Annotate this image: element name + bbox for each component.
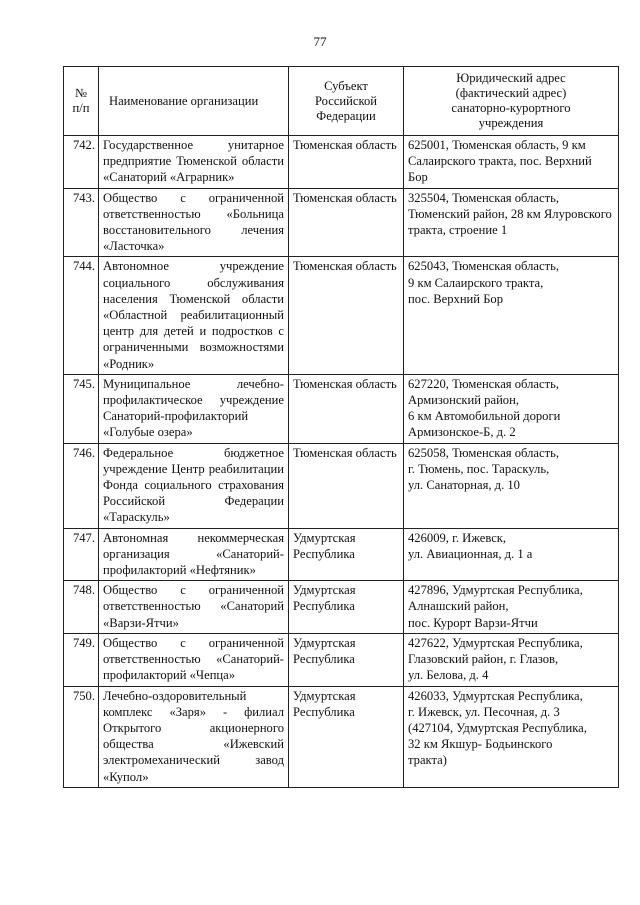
- table-row: [64, 581, 619, 634]
- legal-address: 427622, Удмуртская Республика, Глазовский район, г. Глазов, ул. Белова, д. 4: [404, 633, 619, 686]
- legal-address: 625058, Тюменская область, г. Тюмень, пос. Тараскуль, ул. Санаторная, д. 10: [404, 443, 619, 528]
- federal-subject: Тюменская область: [289, 257, 404, 374]
- header-federal-subject: Субъект Российской Федерации: [289, 67, 404, 136]
- legal-address: 325504, Тюменская область, Тюменский район, 28 км Ялуровского тракта, строение 1: [404, 188, 619, 257]
- header-legal-address: Юридический адрес (фактический адрес) санаторно-курортного учреждения: [404, 67, 619, 136]
- federal-subject: Тюменская область: [289, 188, 404, 257]
- organization-name: Общество с ограниченной ответственностью «Больница восстановительного лечения «Ласточка»: [99, 188, 289, 257]
- organization-name: Автономная некоммерческая организация «Санаторий-профилакторий «Нефтяник»: [99, 528, 289, 581]
- organization-name: Федеральное бюджетное учреждение Центр реабилитации Фонда социального страхования Российской Федерации «Тараскуль»: [99, 443, 289, 528]
- row-number: 747.: [64, 528, 99, 581]
- federal-subject: Удмуртская Республика: [289, 633, 404, 686]
- legal-address: 627220, Тюменская область, Армизонский район, 6 км Автомобильной дороги Армизонское-Б, д. 2: [404, 374, 619, 443]
- header-number: № п/п: [64, 67, 99, 136]
- row-number: 748.: [64, 581, 99, 634]
- organization-name: Муниципальное лечебно-профилактическое учреждение Санаторий-профилакторий «Голубые озера»: [99, 374, 289, 443]
- legal-address: 426033, Удмуртская Республика, г. Ижевск, ул. Песочная, д. 3 (427104, Удмуртская Республика, 32 км Якшур- Бодьинского тракта): [404, 686, 619, 787]
- federal-subject: Удмуртская Республика: [289, 686, 404, 787]
- federal-subject: Удмуртская Республика: [289, 528, 404, 581]
- federal-subject: Тюменская область: [289, 374, 404, 443]
- federal-subject: Удмуртская Республика: [289, 581, 404, 634]
- sanatorium-registry-table: [63, 66, 619, 788]
- row-number: 743.: [64, 188, 99, 257]
- table-header-row: [64, 67, 619, 136]
- row-number: 749.: [64, 633, 99, 686]
- legal-address: 625043, Тюменская область, 9 км Салаирского тракта, пос. Верхний Бор: [404, 257, 619, 374]
- row-number: 742.: [64, 136, 99, 189]
- table-row: [64, 257, 619, 374]
- federal-subject: Тюменская область: [289, 443, 404, 528]
- organization-name: Автономное учреждение социального обслуживания населения Тюменской области «Областной реабилитационный центр для детей и подростков с ограниченными возможностями «Родник»: [99, 257, 289, 374]
- table-row: [64, 374, 619, 443]
- organization-name: Лечебно-оздоровительный комплекс «Заря» - филиал Открытого акционерного общества «Ижевский электромеханический завод «Купол»: [99, 686, 289, 787]
- organization-name: Государственное унитарное предприятие Тюменской области «Санаторий «Аграрник»: [99, 136, 289, 189]
- organization-name: Общество с ограниченной ответственностью «Санаторий-профилакторий «Чепца»: [99, 633, 289, 686]
- table-row: [64, 443, 619, 528]
- legal-address: 625001, Тюменская область, 9 км Салаирского тракта, пос. Верхний Бор: [404, 136, 619, 189]
- legal-address: 427896, Удмуртская Республика, Алнашский район, пос. Курорт Варзи-Ятчи: [404, 581, 619, 634]
- organization-name: Общество с ограниченной ответственностью «Санаторий «Варзи-Ятчи»: [99, 581, 289, 634]
- page-number: 77: [313, 34, 327, 49]
- federal-subject: Тюменская область: [289, 136, 404, 189]
- row-number: 744.: [64, 257, 99, 374]
- row-number: 746.: [64, 443, 99, 528]
- row-number: 745.: [64, 374, 99, 443]
- header-organization-name: Наименование организации: [99, 67, 289, 136]
- legal-address: 426009, г. Ижевск, ул. Авиационная, д. 1 а: [404, 528, 619, 581]
- table-row: [64, 136, 619, 189]
- table-row: [64, 633, 619, 686]
- table-row: [64, 528, 619, 581]
- table-body: [64, 136, 619, 788]
- table-row: [64, 188, 619, 257]
- table-row: [64, 686, 619, 787]
- row-number: 750.: [64, 686, 99, 787]
